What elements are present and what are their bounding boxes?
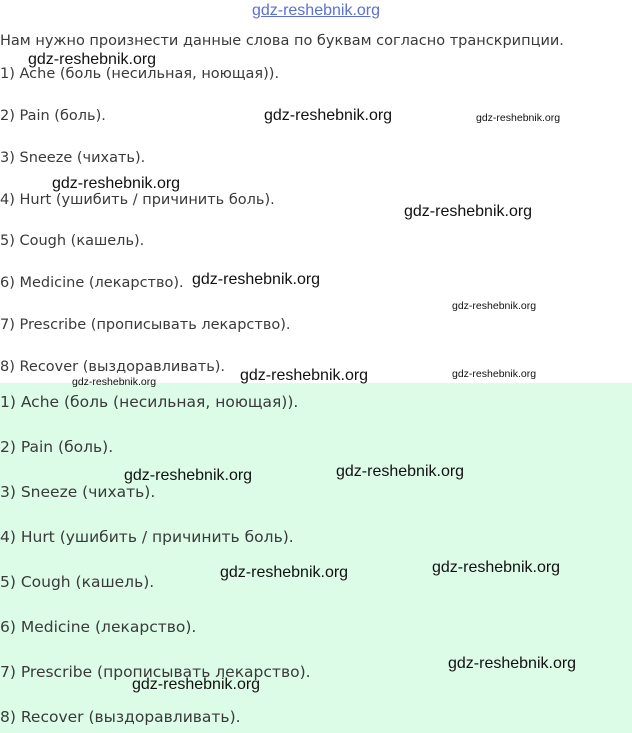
list-item: 1) Ache (боль (несильная, ноющая)). — [0, 66, 280, 82]
list-item: 4) Hurt (ушибить / причинить боль). — [0, 192, 275, 208]
list-item: 7) Prescribe (прописывать лекарство). — [0, 663, 311, 681]
list-item: 3) Sneeze (чихать). — [0, 483, 156, 501]
list-item: 1) Ache (боль (несильная, ноющая)). — [0, 393, 299, 411]
answer-panel — [0, 383, 632, 733]
watermark: gdz-reshebnik.org — [448, 655, 577, 672]
watermark: gdz-reshebnik.org — [132, 676, 261, 693]
watermark: gdz-reshebnik.org — [404, 203, 533, 220]
site-header-link[interactable]: gdz-reshebnik.org — [251, 2, 381, 19]
list-item: 2) Pain (боль). — [0, 108, 106, 124]
list-item: 3) Sneeze (чихать). — [0, 150, 146, 166]
watermark: gdz-reshebnik.org — [72, 376, 157, 388]
watermark: gdz-reshebnik.org — [192, 271, 321, 288]
watermark: gdz-reshebnik.org — [52, 175, 181, 192]
watermark: gdz-reshebnik.org — [452, 368, 537, 380]
watermark: gdz-reshebnik.org — [432, 559, 561, 576]
watermark: gdz-reshebnik.org — [264, 107, 393, 124]
list-item: 2) Pain (боль). — [0, 438, 114, 456]
list-item: 6) Medicine (лекарство). — [0, 618, 197, 636]
list-item: 5) Cough (кашель). — [0, 573, 155, 591]
watermark: gdz-reshebnik.org — [240, 367, 369, 384]
list-item: 7) Prescribe (прописывать лекарство). — [0, 317, 291, 333]
list-item: 4) Hurt (ушибить / причинить боль). — [0, 528, 294, 546]
watermark: gdz-reshebnik.org — [336, 463, 465, 480]
watermark: gdz-reshebnik.org — [28, 51, 157, 68]
list-item: 5) Cough (кашель). — [0, 233, 145, 249]
intro-text: Нам нужно произнести данные слова по буквам согласно транскрипции. — [0, 33, 564, 49]
list-item: 8) Recover (выздоравливать). — [0, 708, 241, 726]
watermark: gdz-reshebnik.org — [452, 300, 537, 312]
list-item: 6) Medicine (лекарство). — [0, 275, 184, 291]
watermark: gdz-reshebnik.org — [476, 112, 561, 124]
list-item: 8) Recover (выздоравливать). — [0, 359, 226, 375]
watermark: gdz-reshebnik.org — [124, 467, 253, 484]
watermark: gdz-reshebnik.org — [220, 564, 349, 581]
